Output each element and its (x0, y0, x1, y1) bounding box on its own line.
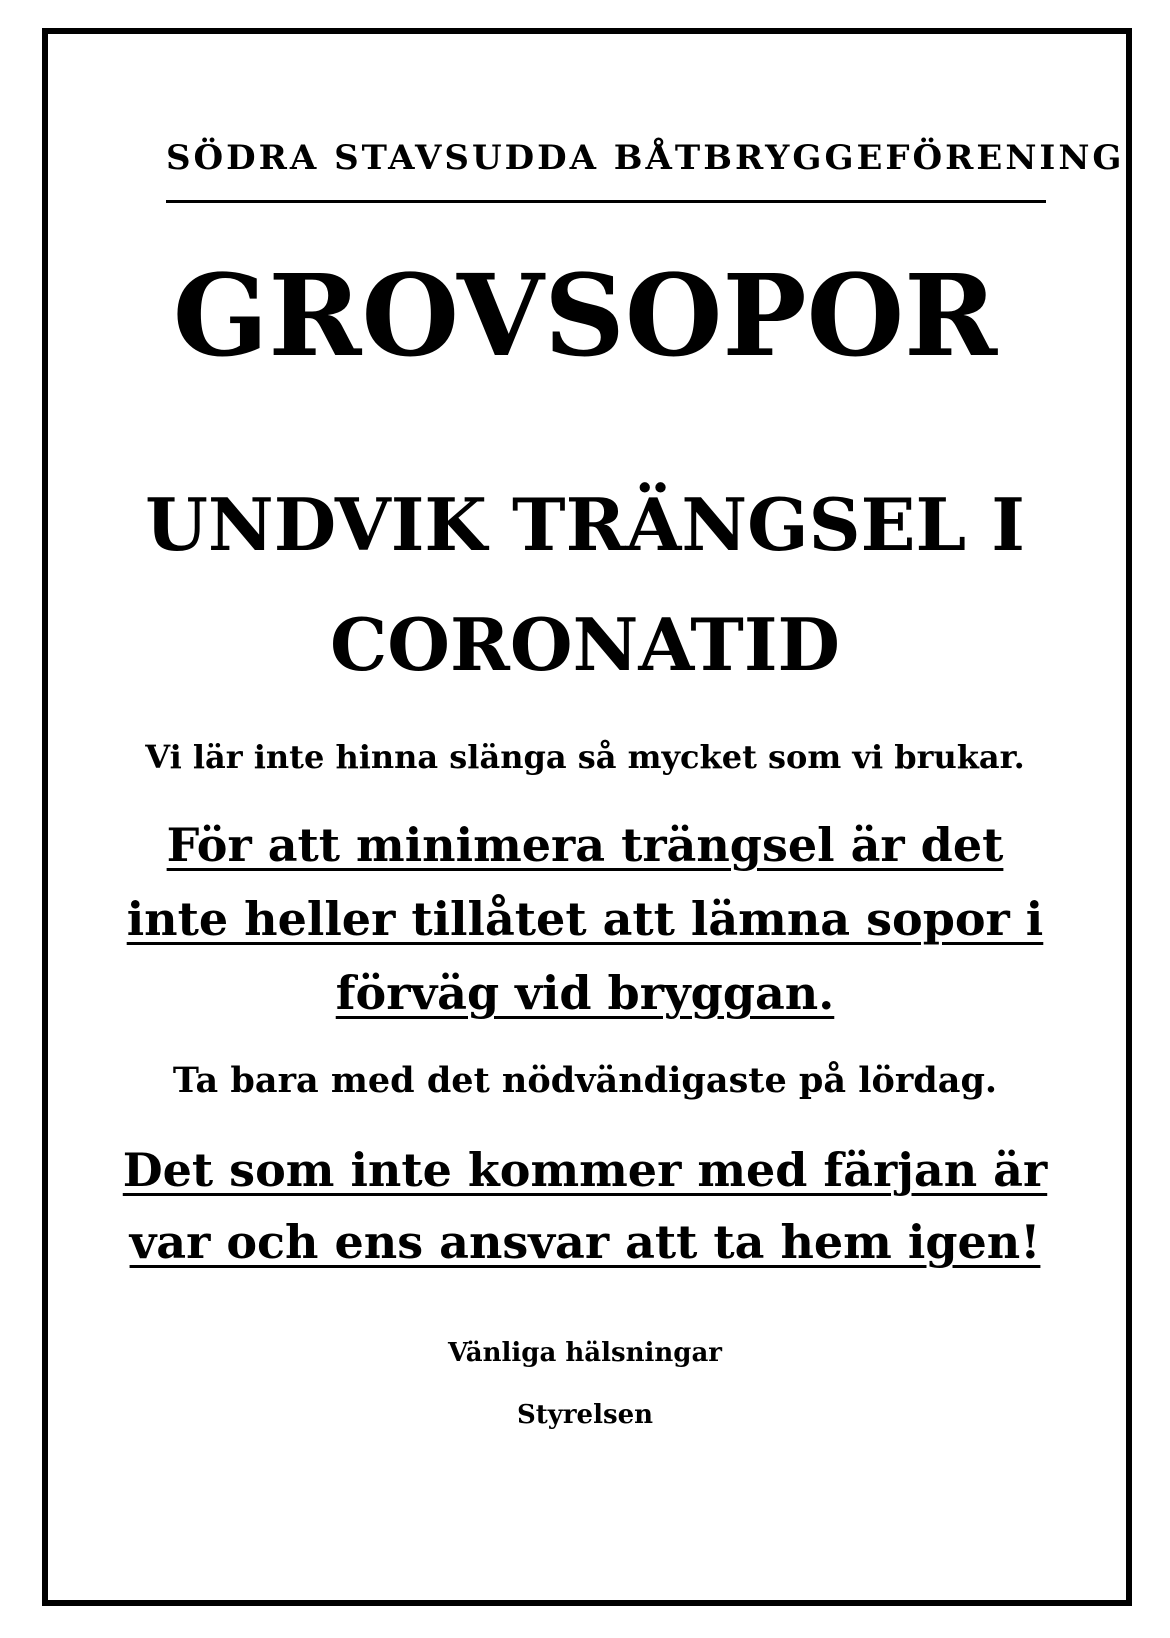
notice-title: GROVSOPOR (172, 251, 998, 382)
signature: Styrelsen (516, 1400, 654, 1430)
header-divider (166, 200, 1046, 203)
rule-line (60, 956, 1110, 1030)
paragraph-rule (60, 808, 1110, 1030)
paragraph-intro: Vi lär inte hinna slänga så mycket som vi brukar. (145, 738, 1025, 776)
paragraph-responsibility (60, 1134, 1110, 1278)
subtitle-line: UNDVIK TRÄNGSEL I (145, 482, 1025, 567)
greeting: Vänliga hälsningar (447, 1338, 723, 1368)
rule-line-text: inte heller tillåtet att lämna sopor i (126, 892, 1044, 946)
rule-line (60, 882, 1110, 956)
paragraph-instruction: Ta bara med det nödvändigaste på lördag. (172, 1060, 998, 1101)
subtitle-line: CORONATID (329, 602, 840, 687)
organization-name: SÖDRA STAVSUDDA BÅTBRYGGEFÖRENING (166, 138, 1125, 178)
responsibility-line-text: Det som inte kommer med färjan är (122, 1143, 1048, 1197)
responsibility-line (60, 1134, 1110, 1206)
responsibility-line-text: var och ens ansvar att ta hem igen! (129, 1215, 1041, 1269)
rule-line-text: För att minimera trängsel är det (166, 818, 1004, 872)
rule-line-text: förväg vid bryggan. (335, 966, 835, 1020)
rule-line (60, 808, 1110, 882)
notice-subtitle (60, 465, 1110, 705)
responsibility-line (60, 1206, 1110, 1278)
